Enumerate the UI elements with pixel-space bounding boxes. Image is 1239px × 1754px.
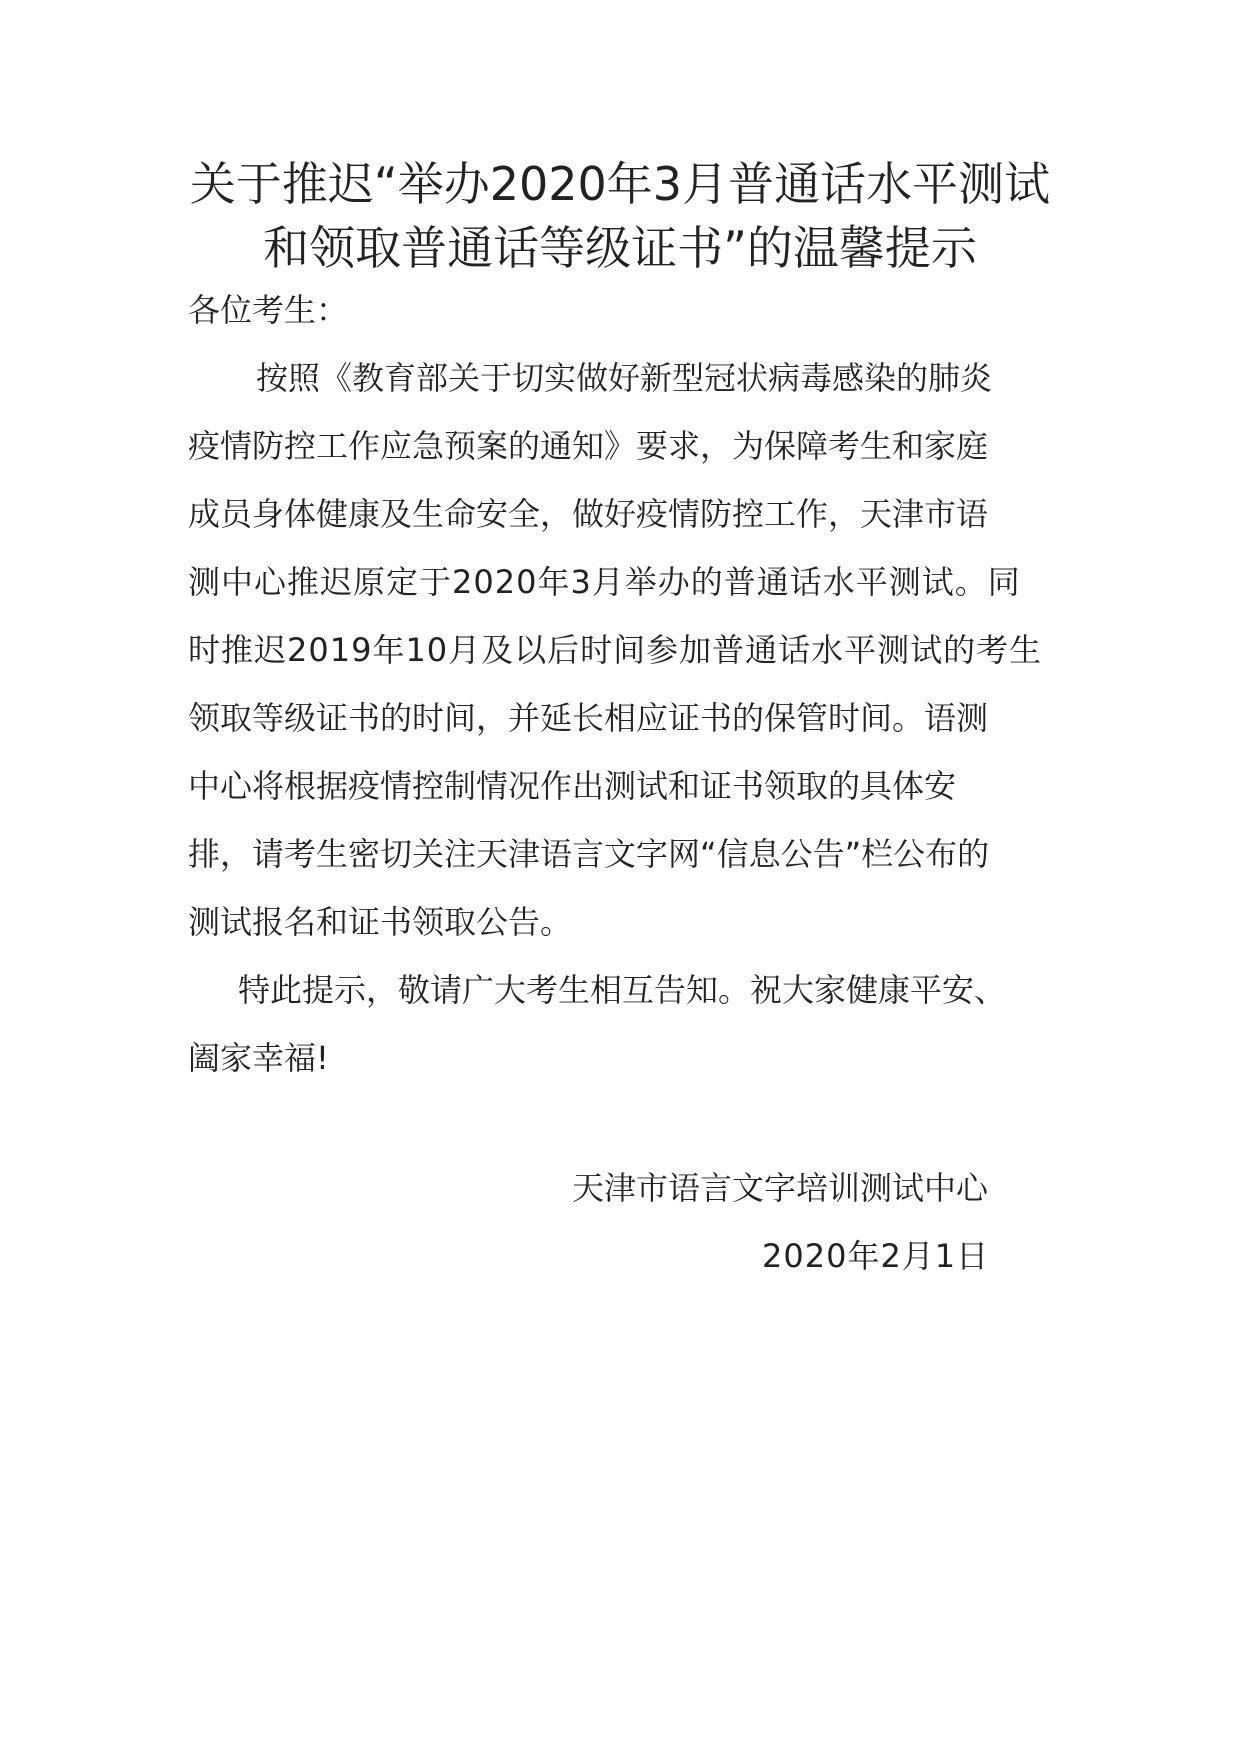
body-line: 时推迟2019年10月及以后时间参加普通话水平测试的考生 <box>188 631 1043 669</box>
body-line: 疫情防控工作应急预案的通知》要求，为保障考生和家庭 <box>188 427 989 465</box>
body-line: 测试报名和证书领取公告。 <box>188 903 573 941</box>
signature-organization: 天津市语言文字培训测试中心 <box>572 1169 989 1207</box>
document-title-line-1: 关于推迟“举办2020年3月普通话水平测试 <box>189 157 1051 211</box>
body-line: 成员身体健康及生命安全，做好疫情防控工作，天津市语 <box>188 495 989 533</box>
closing-line: 特此提示，敬请广大考生相互告知。祝大家健康平安、 <box>238 971 1007 1009</box>
body-line: 中心将根据疫情控制情况作出测试和证书领取的具体安 <box>188 767 957 805</box>
body-line: 按照《教育部关于切实做好新型冠状病毒感染的肺炎 <box>256 359 993 397</box>
closing-line: 阖家幸福! <box>188 1039 329 1077</box>
signature-date: 2020年2月1日 <box>762 1237 990 1275</box>
document-title-line-2: 和领取普通话等级证书”的温馨提示 <box>263 221 977 275</box>
body-line: 排，请考生密切关注天津语言文字网“信息公告”栏公布的 <box>188 835 990 873</box>
salutation: 各位考生： <box>188 291 349 329</box>
body-line: 领取等级证书的时间，并延长相应证书的保管时间。语测 <box>188 699 989 737</box>
body-line: 测中心推迟原定于2020年3月举办的普通话水平测试。同 <box>188 563 1021 601</box>
